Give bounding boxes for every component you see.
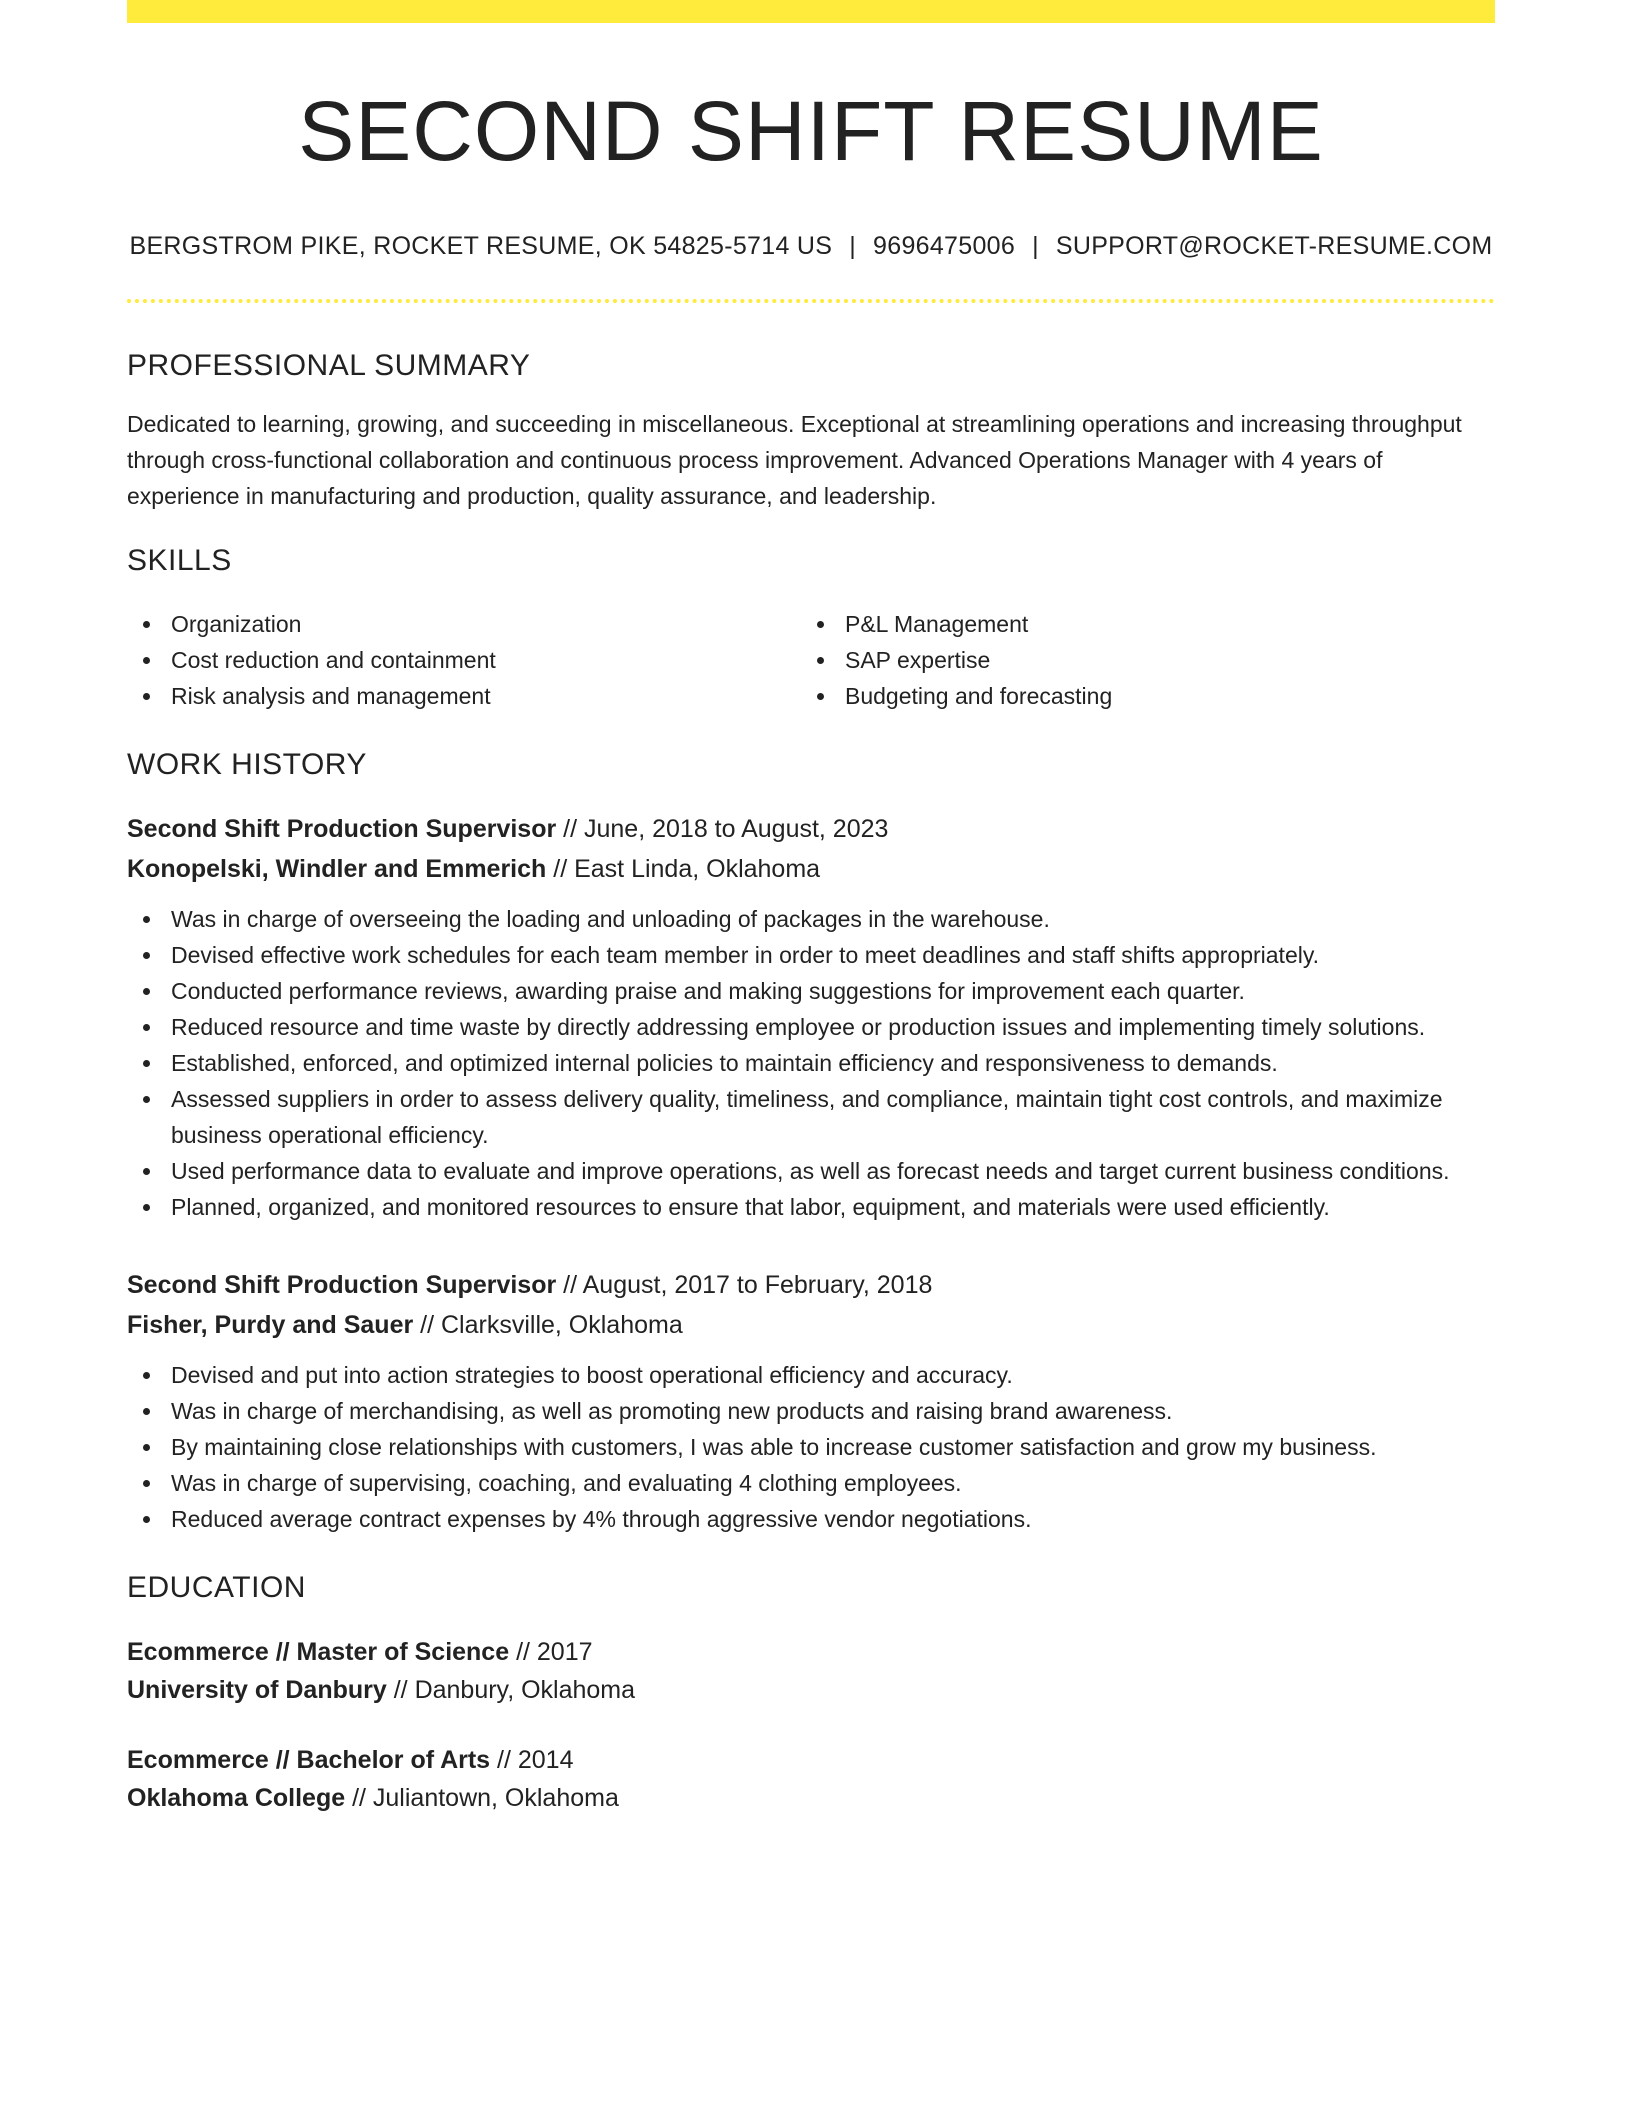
job-company-line (127, 849, 1495, 889)
skills-list (127, 606, 1495, 714)
job-company: Fisher, Purdy and Sauer (127, 1310, 414, 1339)
skill-item: SAP expertise (801, 642, 1475, 678)
skill-item: Organization (127, 606, 801, 642)
work-history-heading: WORK HISTORY (127, 747, 367, 781)
summary-text: Dedicated to learning, growing, and succeeding in miscellaneous. Exceptional at streamlining operations and increasing throughput through cross-functional collaboration and continuous process improvement. Advanced Operations Manager with 4 years of experience in manufacturing and production, quality assurance, and leadership. (127, 410, 1462, 509)
accent-top-bar (127, 0, 1495, 23)
skill-item: P&L Management (801, 606, 1475, 642)
list-item: Used performance data to evaluate and improve operations, as well as forecast needs and target current business conditions. (127, 1153, 1495, 1189)
job-title-line (127, 809, 1495, 849)
job-company: Konopelski, Windler and Emmerich (127, 854, 547, 883)
education-entry (127, 1741, 1495, 1817)
job-bullets (127, 901, 1495, 1225)
skills-column-right (801, 606, 1475, 714)
degree-line (127, 1741, 1495, 1779)
contact-separator: | (1032, 231, 1039, 260)
degree-name: Ecommerce // Master of Science (127, 1637, 510, 1666)
skill-item: Risk analysis and management (127, 678, 801, 714)
school-line (127, 1779, 1495, 1817)
resume-name: SECOND SHIFT RESUME (298, 84, 1324, 178)
list-item: Established, enforced, and optimized internal policies to maintain efficiency and responsiveness to demands. (127, 1045, 1495, 1081)
list-item: Devised effective work schedules for each team member in order to meet deadlines and staff shifts appropriately. (127, 937, 1495, 973)
school-name: University of Danbury (127, 1675, 387, 1704)
degree-line (127, 1633, 1495, 1671)
list-item: Assessed suppliers in order to assess delivery quality, timeliness, and compliance, maintain tight cost controls, and maximize business operational efficiency. (127, 1081, 1495, 1153)
degree-year: // 2014 (490, 1745, 574, 1774)
list-item: Was in charge of merchandising, as well as promoting new products and raising brand awareness. (127, 1393, 1495, 1429)
job-entry (127, 809, 1495, 1225)
skill-item: Budgeting and forecasting (801, 678, 1475, 714)
job-location: // East Linda, Oklahoma (546, 854, 821, 883)
school-line (127, 1671, 1495, 1709)
job-location: // Clarksville, Oklahoma (413, 1310, 683, 1339)
skills-column-left (127, 606, 801, 714)
list-item: Reduced average contract expenses by 4% through aggressive vendor negotiations. (127, 1501, 1495, 1537)
education-entry (127, 1633, 1495, 1709)
contact-phone: 9696475006 (873, 231, 1016, 260)
job-role: Second Shift Production Supervisor (127, 814, 557, 843)
contact-line (127, 232, 1495, 261)
degree-name: Ecommerce // Bachelor of Arts (127, 1745, 491, 1774)
list-item: Conducted performance reviews, awarding praise and making suggestions for improvement each quarter. (127, 973, 1495, 1009)
contact-separator: | (849, 231, 857, 260)
list-item: Was in charge of overseeing the loading and unloading of packages in the warehouse. (127, 901, 1495, 937)
list-item: Devised and put into action strategies to boost operational efficiency and accuracy. (127, 1357, 1495, 1393)
resume-content (127, 0, 1495, 1817)
dotted-divider (127, 299, 1495, 303)
education-heading: EDUCATION (127, 1570, 306, 1604)
list-item: Planned, organized, and monitored resources to ensure that labor, equipment, and materials were used efficiently. (127, 1189, 1495, 1225)
contact-email: SUPPORT@ROCKET-RESUME.COM (1055, 231, 1493, 260)
job-role: Second Shift Production Supervisor (127, 1270, 557, 1299)
school-name: Oklahoma College (127, 1783, 346, 1812)
job-title-line (127, 1265, 1495, 1305)
summary-heading: PROFESSIONAL SUMMARY (127, 348, 531, 382)
school-location: // Juliantown, Oklahoma (345, 1783, 619, 1812)
list-item: By maintaining close relationships with customers, I was able to increase customer satisfaction and grow my business. (127, 1429, 1495, 1465)
contact-address: BERGSTROM PIKE, ROCKET RESUME, OK 54825-5714 US (129, 231, 833, 260)
job-bullets (127, 1357, 1495, 1537)
job-dates: // June, 2018 to August, 2023 (556, 814, 889, 843)
job-company-line (127, 1305, 1495, 1345)
job-dates: // August, 2017 to February, 2018 (556, 1270, 933, 1299)
degree-year: // 2017 (509, 1637, 593, 1666)
list-item: Reduced resource and time waste by directly addressing employee or production issues and implementing timely solutions. (127, 1009, 1495, 1045)
list-item: Was in charge of supervising, coaching, and evaluating 4 clothing employees. (127, 1465, 1495, 1501)
school-location: // Danbury, Oklahoma (386, 1675, 636, 1704)
skill-item: Cost reduction and containment (127, 642, 801, 678)
skills-heading: SKILLS (127, 543, 232, 577)
job-entry (127, 1265, 1495, 1537)
